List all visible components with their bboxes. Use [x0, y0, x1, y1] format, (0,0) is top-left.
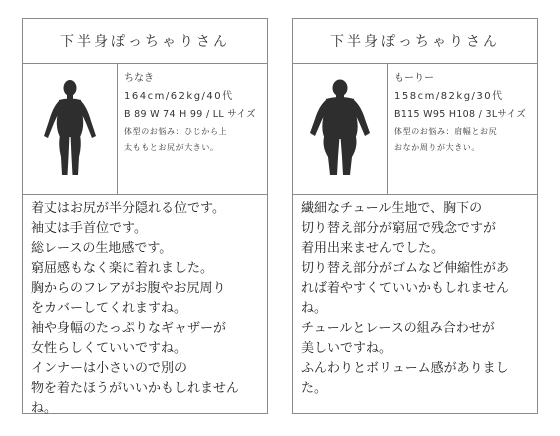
profile-section — [23, 64, 267, 195]
reviewer-sizes: B115 W95 H108 / 3Lサイズ — [394, 109, 527, 120]
reviewer-stats: 158cm/82kg/30代 — [394, 91, 504, 102]
profile-section — [293, 64, 537, 195]
review-text: 着丈はお尻が半分隠れる位です。 袖丈は手首位です。 総レースの生地感です。 窮屈感もなく楽に着れました。 胸からのフレアがお腹やお尻周り をカバーしてくれますね。 袖や身幅のたっぷりなギャザーが 女性らしくていいですね。 インナーは小さいので別の 物を着たほうがいいかもしれません ね。 — [31, 201, 240, 416]
body-concern: 体型のお悩み：肩幅とお尻 おなか周りが大きい。 — [394, 127, 498, 152]
card-title: 下半身ぽっちゃりさん — [293, 19, 537, 64]
reviewer-sizes: B 89 W 74 H 99 / LL サイズ — [124, 109, 256, 120]
body-concern: 体型のお悩み：ひじから上 太ももとお尻が大きい。 — [124, 127, 228, 152]
reviewer-stats: 164cm/62kg/40代 — [124, 91, 234, 102]
figure-silhouette-full-icon — [293, 64, 388, 194]
review-card-2 — [292, 18, 538, 414]
review-text: 繊細なチュール生地で、胸下の 切り替え部分が窮屈で残念ですが 着用出来ませんでした。 切り替え部分がゴムなど伸縮性があ れば着やすくていいかもしれません ね。 チュールとレースの組み合わせが 美しいですね。 ふんわりとボリューム感がありまし た。 — [301, 201, 510, 396]
reviewer-name: ちなき — [124, 73, 154, 84]
review-card-1 — [22, 18, 268, 414]
profile-info — [118, 64, 267, 194]
reviewer-name: もーりー — [394, 73, 434, 84]
card-title: 下半身ぽっちゃりさん — [23, 19, 267, 64]
figure-silhouette-slim-icon — [23, 64, 118, 194]
profile-info — [388, 64, 537, 194]
